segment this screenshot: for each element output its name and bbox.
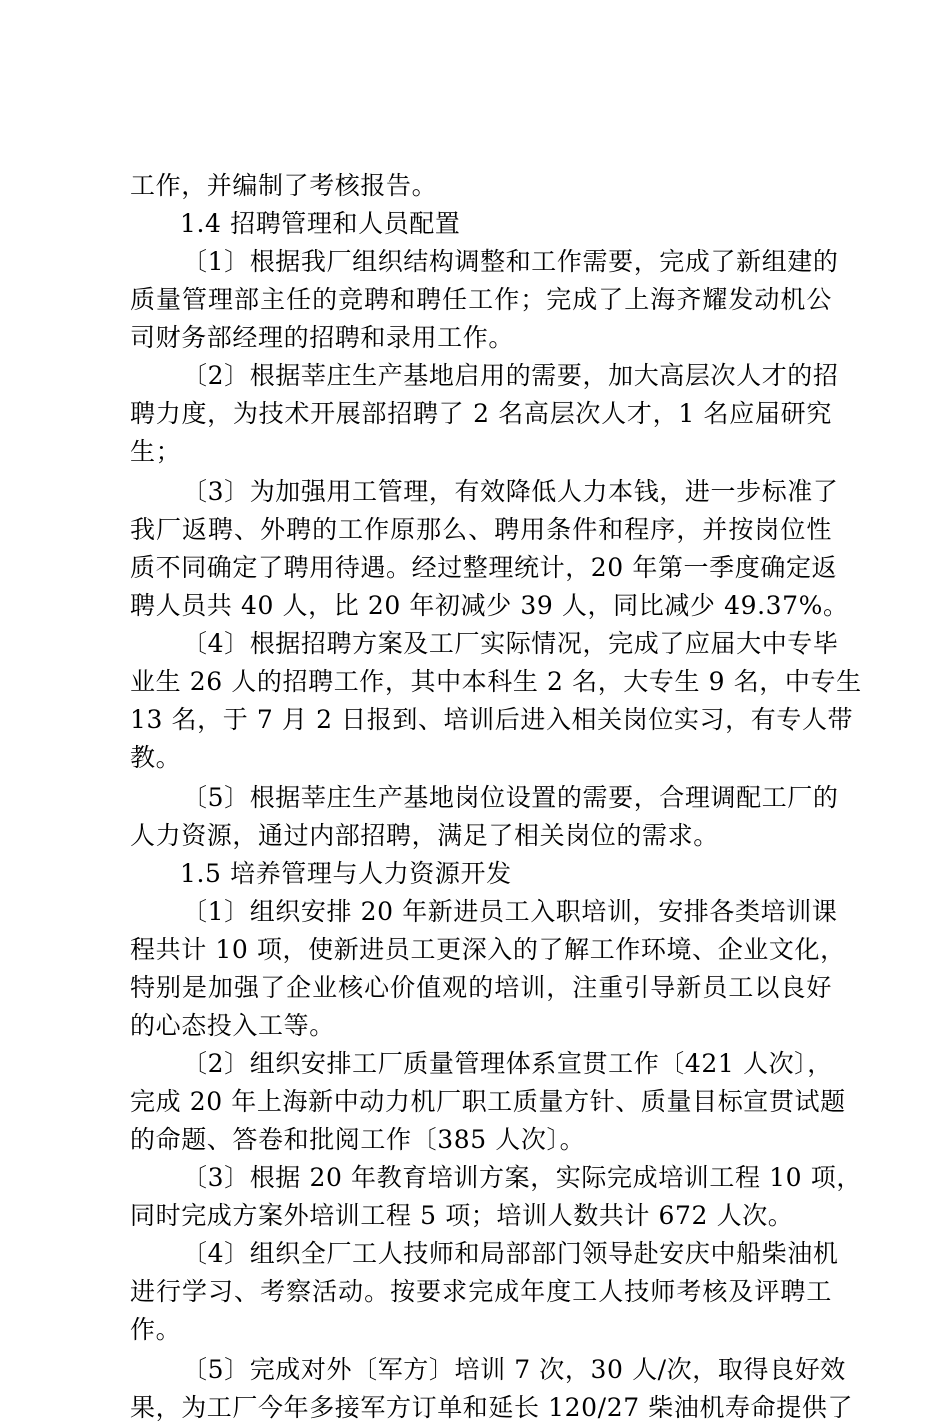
- text-line: 程共计 10 项，使新进员工更深入的了解工作环境、企业文化，: [130, 935, 846, 964]
- text-line: 特别是加强了企业核心价值观的培训，注重引导新员工以良好: [130, 973, 832, 1002]
- text-line: 质不同确定了聘用待遇。经过整理统计，20 年第一季度确定返: [130, 553, 838, 582]
- section-heading: 1.4 招聘管理和人员配置: [180, 209, 461, 238]
- text-line: 我厂返聘、外聘的工作原那么、聘用条件和程序，并按岗位性: [130, 515, 832, 544]
- text-line: 聘力度，为技术开展部招聘了 2 名高层次人才，1 名应届研究: [130, 399, 832, 428]
- section-heading: 1.5 培养管理与人力资源开发: [180, 859, 512, 888]
- text-line: 质量管理部主任的竞聘和聘任工作；完成了上海齐耀发动机公: [130, 285, 832, 314]
- text-line: 〔1〕组织安排 20 年新进员工入职培训，安排各类培训课: [182, 897, 838, 926]
- text-line: 〔4〕根据招聘方案及工厂实际情况，完成了应届大中专毕: [182, 629, 839, 658]
- text-line: 果，为工厂今年多接军方订单和延长 120/27 柴油机寿命提供了: [130, 1393, 854, 1422]
- text-line: 〔4〕组织全厂工人技师和局部部门领导赴安庆中船柴油机: [182, 1239, 839, 1268]
- document-body: [130, 167, 862, 1427]
- text-line: 人力资源，通过内部招聘，满足了相关岗位的需求。: [130, 821, 719, 850]
- text-line: 业生 26 人的招聘工作，其中本科生 2 名，大专生 9 名，中专生: [130, 667, 862, 696]
- text-line: 〔5〕完成对外〔军方〕培训 7 次，30 人/次，取得良好效: [182, 1355, 846, 1384]
- text-line: 〔2〕根据莘庄生产基地启用的需要，加大高层次人才的招: [182, 361, 839, 390]
- text-line: 教。: [130, 743, 182, 772]
- text-line: 〔2〕组织安排工厂质量管理体系宣贯工作〔421 人次〕，: [182, 1049, 833, 1078]
- text-line: 聘人员共 40 人，比 20 年初减少 39 人，同比减少 49.37%。: [130, 591, 849, 620]
- text-line: 生；: [130, 437, 182, 466]
- text-line: 13 名，于 7 月 2 日报到、培训后进入相关岗位实习，有专人带: [130, 705, 854, 734]
- text-line: 进行学习、考察活动。按要求完成年度工人技师考核及评聘工: [130, 1277, 832, 1306]
- text-line: 的命题、答卷和批阅工作〔385 人次〕。: [130, 1125, 586, 1154]
- text-line: 司财务部经理的招聘和录用工作。: [130, 323, 515, 352]
- text-line: 〔1〕根据我厂组织结构调整和工作需要，完成了新组建的: [182, 247, 839, 276]
- text-line: 工作，并编制了考核报告。: [130, 171, 438, 200]
- text-line: 同时完成方案外培训工程 5 项；培训人数共计 672 人次。: [130, 1201, 794, 1230]
- text-line: 完成 20 年上海新中动力机厂职工质量方针、质量目标宣贯试题: [130, 1087, 846, 1116]
- text-line: 〔3〕为加强用工管理，有效降低人力本钱，进一步标准了: [182, 477, 839, 506]
- text-line: 〔3〕根据 20 年教育培训方案，实际完成培训工程 10 项，: [182, 1163, 862, 1192]
- text-line: 〔5〕根据莘庄生产基地岗位设置的需要，合理调配工厂的: [182, 783, 839, 812]
- text-line: 作。: [130, 1315, 182, 1344]
- text-line: 的心态投入工等。: [130, 1011, 335, 1040]
